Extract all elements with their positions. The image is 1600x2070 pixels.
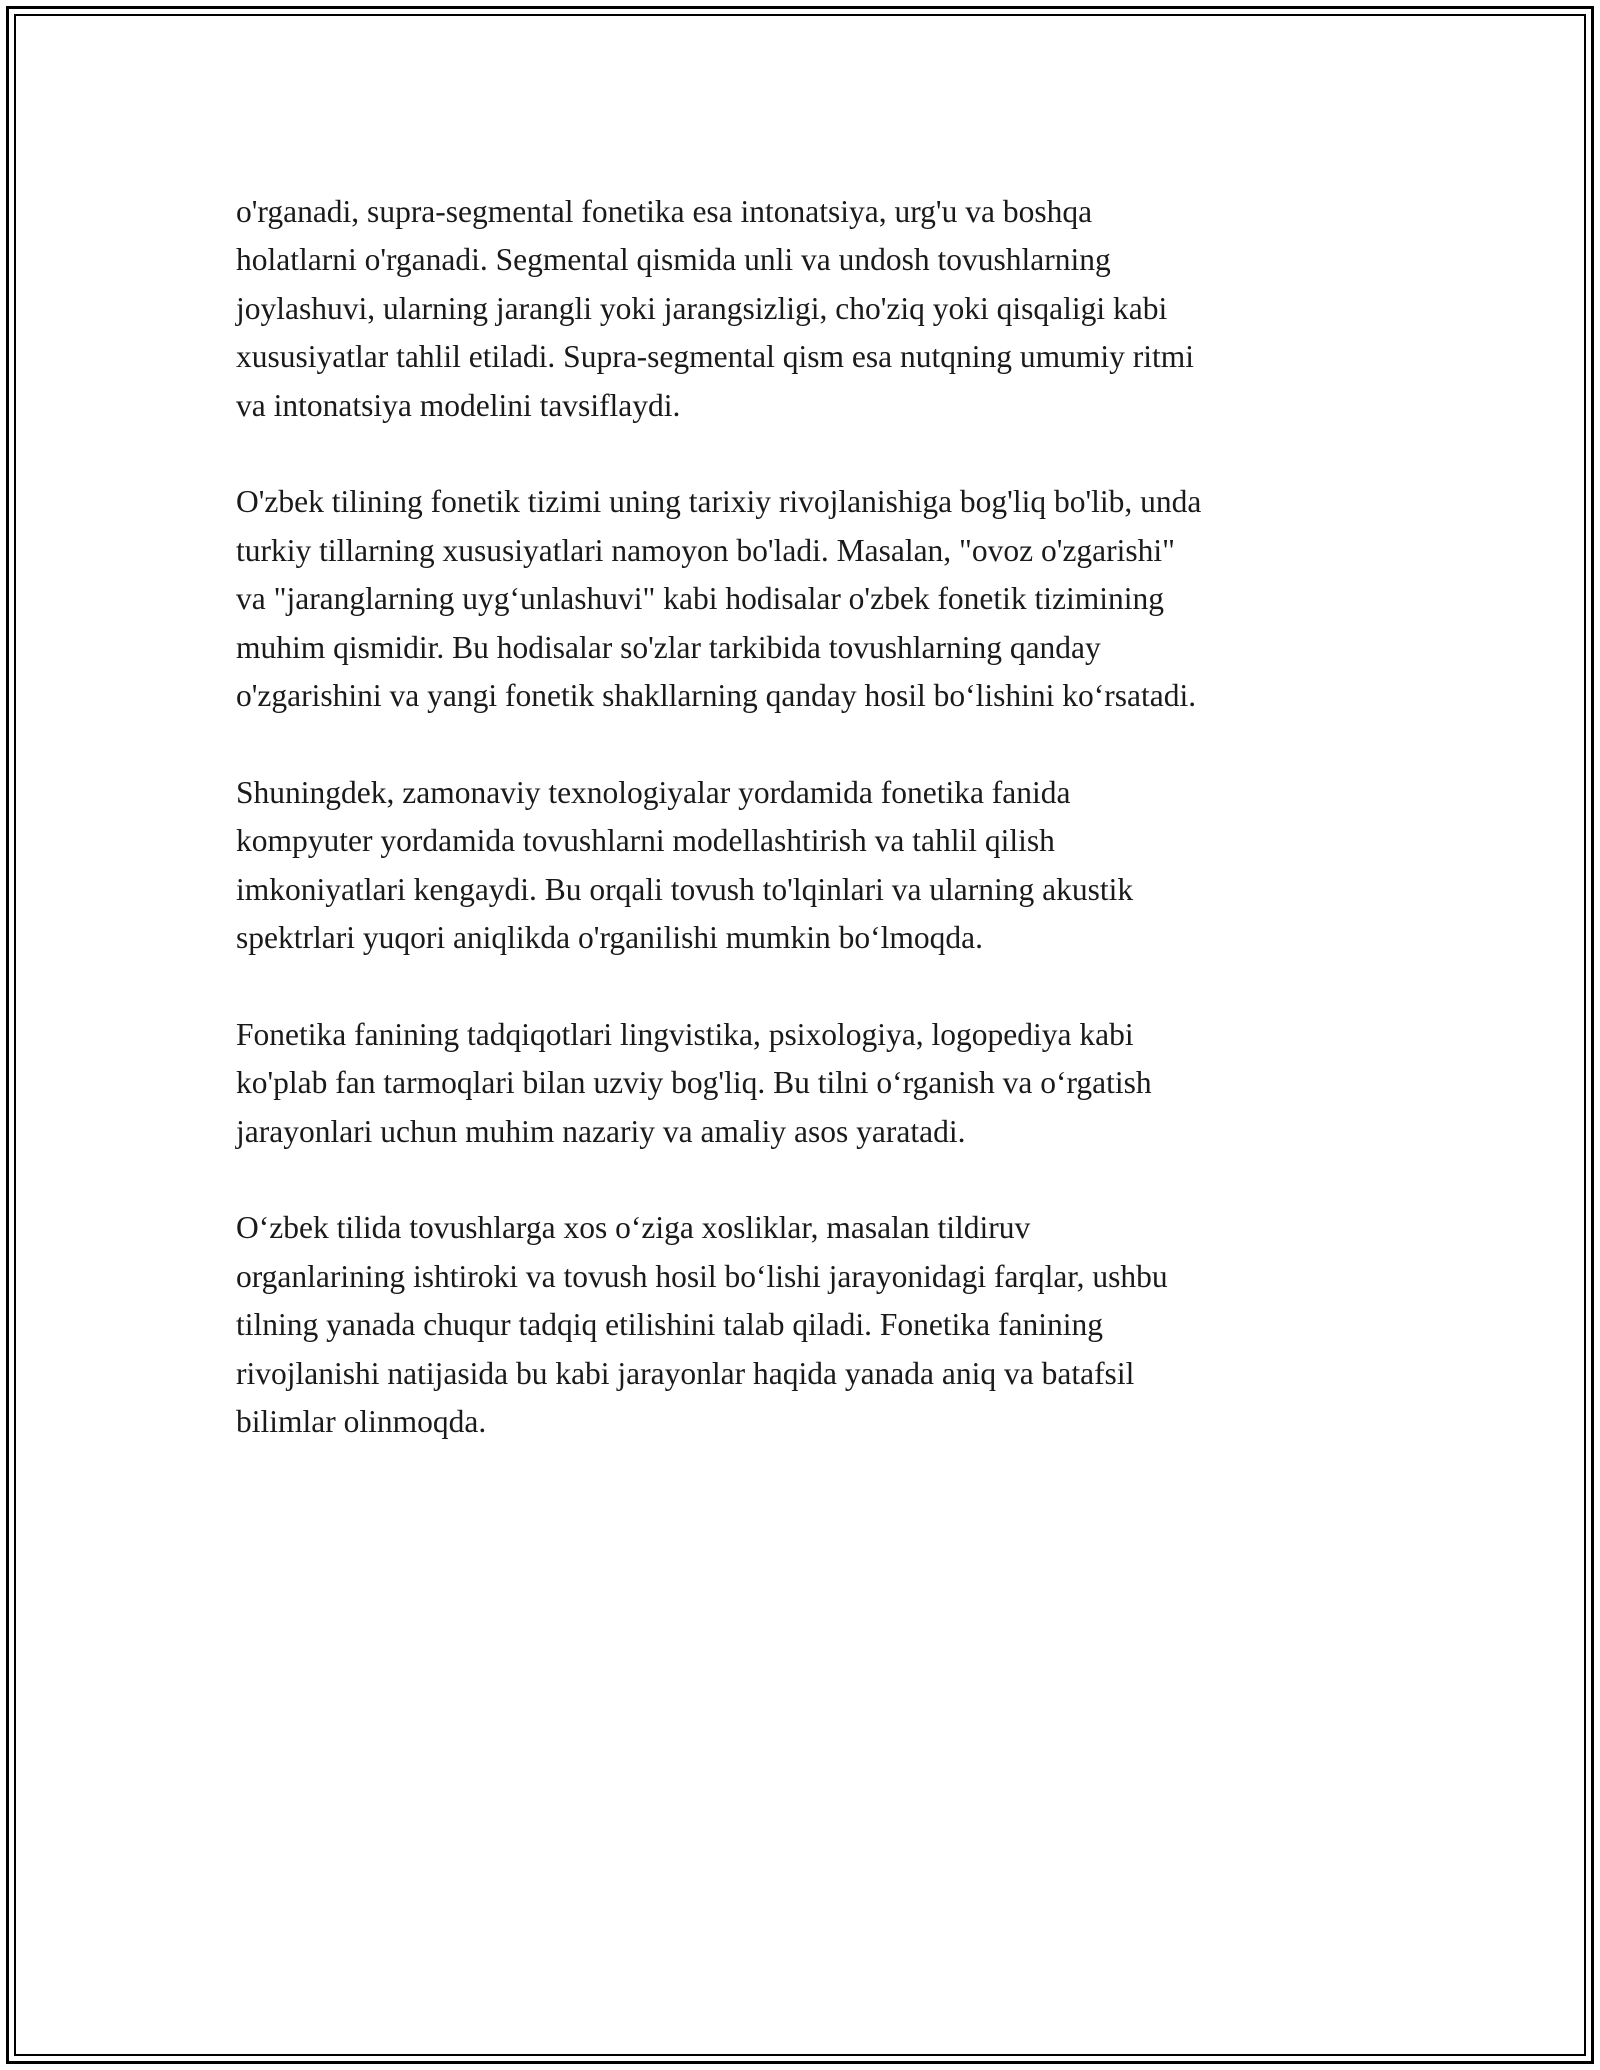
paragraph-modern-technologies: Shuningdek, zamonaviy texnologiyalar yordamida fonetika fanida kompyuter yordamida tovushlarni modellashtirish va tahlil qilish imkoniyatlari kengaydi. Bu orqali tovush to'lqinlari va ularning akustik spektrlari yuqori aniqlikda o'rganilishi mumkin bo‘lmoqda.	[236, 774, 1134, 956]
paragraph-segmental-phonetics: o'rganadi, supra-segmental fonetika esa intonatsiya, urg'u va boshqa holatlarni o'rganadi. Segmental qismida unli va undosh tovushlarning joylashuvi, ularning jarangli yoki jarangsizligi, cho'ziq yoki qisqaligi kabi xususiyatlar tahlil etiladi. Supra-segmental qism esa nutqning umumiy ritmi va intonatsiya modelini tavsiflaydi.	[236, 194, 1194, 423]
paragraph-uzbek-phonetic-system: O'zbek tilining fonetik tizimi uning tarixiy rivojlanishiga bog'liq bo'lib, unda turkiy tillarning xususiyatlari namoyon bo'ladi. Masalan, "ovoz o'zgarishi" va "jaranglarning uyg‘unlashuvi" kabi hodisalar o'zbek fonetik tizimining muhim qismidir. Bu hodisalar so'zlar tarkibida tovushlarning qanday o'zgarishini va yangi fonetik shakllarning qanday hosil bo‘lishini ko‘rsatadi.	[236, 484, 1202, 714]
document-body	[236, 188, 1376, 1447]
paragraph-research-fields: Fonetika fanining tadqiqotlari lingvistika, psixologiya, logopediya kabi ko'plab fan tarmoqlari bilan uzviy bog'liq. Bu tilni o‘rganish va o‘rgatish jarayonlari uchun muhim nazariy va amaliy asos yaratadi.	[236, 1016, 1152, 1149]
paragraph-uzbek-peculiarities: O‘zbek tilida tovushlarga xos o‘ziga xosliklar, masalan tildiruv organlarining ishtiroki va tovush hosil bo‘lishi jarayonidagi farqlar, ushbu tilning yanada chuqur tadqiq etilishini talab qiladi. Fonetika fanining rivojlanishi natijasida bu kabi jarayonlar haqida yanada aniq va batafsil bilimlar olinmoqda.	[236, 1210, 1168, 1440]
